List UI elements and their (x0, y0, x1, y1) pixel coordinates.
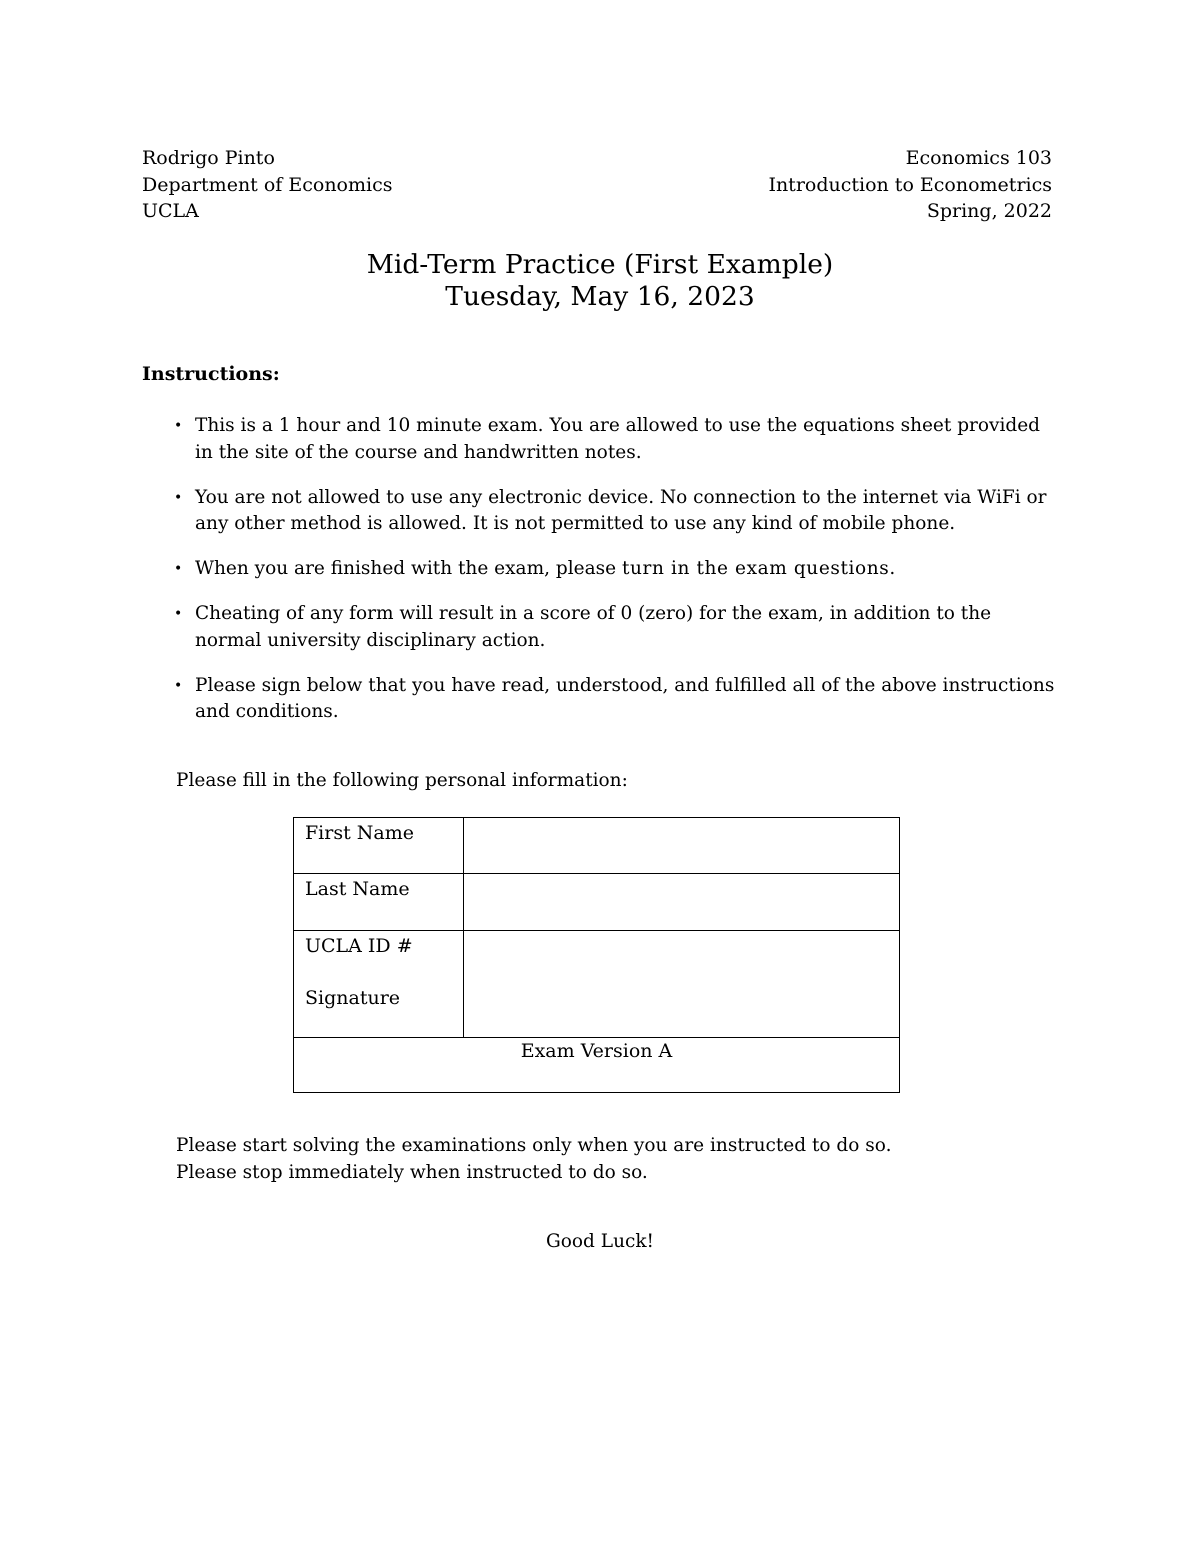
instruction-text: Please sign below that you have read, understood, and fulfilled all of the above instructions and conditions. (195, 674, 1055, 722)
exam-version: Exam Version A (520, 1040, 673, 1062)
bullet-icon: • (174, 561, 183, 577)
instruction-text: Cheating of any form will result in a score of 0 (zero) for the exam, in addition to the normal university disciplinary action. (195, 603, 992, 651)
form-prompt: Please fill in the following personal information: (176, 770, 628, 791)
university-name: UCLA (142, 200, 199, 222)
bullet-icon: • (174, 677, 183, 694)
closing-instructions (176, 1133, 891, 1186)
ucla-id-label: UCLA ID # (305, 935, 413, 957)
list-item (142, 413, 1057, 466)
list-item (142, 673, 1057, 726)
closing-line-stop: Please stop immediately when instructed to do so. (176, 1161, 648, 1183)
good-luck-text: Good Luck! (546, 1231, 654, 1252)
personal-info-table (293, 817, 900, 1093)
last-name-label-cell (294, 874, 464, 931)
id-signature-field[interactable] (464, 931, 900, 1038)
term: Spring, 2022 (926, 200, 1052, 222)
exam-version-cell (294, 1038, 900, 1093)
course-title: Introduction to Econometrics (768, 173, 1052, 196)
last-name-field[interactable] (464, 874, 900, 931)
signature-label: Signature (305, 987, 401, 1009)
instruction-text-prefix: When you are finished with the exam, please (195, 558, 622, 579)
header-left-block (142, 145, 392, 225)
list-item (142, 601, 1057, 654)
first-name-label: First Name (305, 822, 414, 844)
instructions-list (142, 413, 1057, 744)
table-row (294, 931, 900, 1038)
closing-line-start: Please start solving the examinations only when you are instructed to do so. (176, 1135, 892, 1156)
instructions-heading: Instructions: (142, 363, 280, 385)
last-name-label: Last Name (305, 878, 410, 900)
table-row (294, 1038, 900, 1093)
exam-date: Tuesday, May 16, 2023 (445, 281, 755, 312)
instruction-text: This is a 1 hour and 10 minute exam. You are allowed to use the equations sheet provided in the site of the course and handwritten notes. (195, 415, 1041, 463)
table-row (294, 874, 900, 931)
page-title (0, 249, 1200, 313)
id-signature-label-cell (294, 931, 464, 1038)
bullet-icon: • (174, 606, 183, 622)
course-number: Economics 103 (905, 147, 1052, 169)
instruction-emphasis: turn in the exam questions (621, 558, 890, 579)
bullet-icon: • (174, 418, 183, 434)
list-item (142, 556, 1057, 583)
table-row (294, 818, 900, 874)
instructor-name: Rodrigo Pinto (142, 147, 275, 169)
exam-title: Mid-Term Practice (First Example) (366, 249, 834, 280)
first-name-field[interactable] (464, 818, 900, 874)
instruction-text-suffix: . (889, 558, 896, 579)
instruction-text: You are not allowed to use any electronic device. No connection to the internet via WiFi or any other method is allowed. It is not permitted to use any kind of mobile phone. (195, 486, 1047, 534)
first-name-label-cell (294, 818, 464, 874)
header-right-block (768, 145, 1052, 225)
list-item (142, 485, 1057, 538)
bullet-icon: • (174, 489, 183, 506)
department-name: Department of Economics (142, 173, 393, 196)
